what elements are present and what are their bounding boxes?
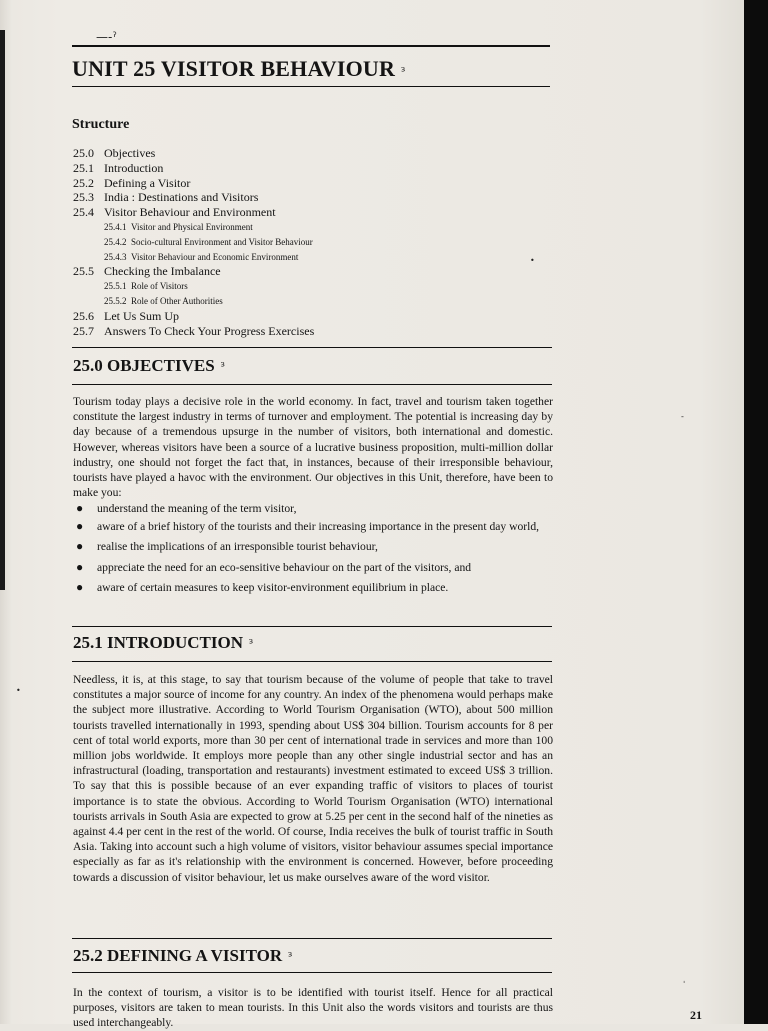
section-bottom-rule: [72, 972, 552, 973]
objectives-bullet-list: [73, 501, 555, 595]
defining-paragraph: In the context of tourism, a visitor is to be identified with tourist itself. Hence for all practical purposes, visitors are taken to mean tourists. In this Unit also the words visitors and tourists are thus used interchangeably.: [73, 986, 553, 1030]
scan-mark: •: [530, 256, 535, 265]
defining-heading: 25.2 DEFINING A VISITOR ᵌ: [73, 946, 292, 965]
list-item: ● appreciate the need for an eco-sensitive behaviour on the part of the visitors, and: [76, 559, 472, 574]
toc-subitem: 25.5.1 Role of Visitors: [104, 281, 188, 292]
objectives-heading: 25.0 OBJECTIVES ᵌ: [73, 356, 225, 375]
introduction-paragraph: Needless, it is, at this stage, to say that tourism because of the volume of people that take to travel constitutes a major source of income for any country. An index of the phenomena would perhaps make the subject more illustrative. According to World Tourism Organisation (WTO), about 500 million tourists travelled internationally in 1993, spending about US$ 304 billion. Tourism accounts for 8 per cent of total world exports, more than 30 per cent of international trade in services and more than 100 million jobs worldwide. It employs more people than any other single industrial sector and has an infrastructural (loading, transportation and restaurants) investment estimated to exceed US$ 3 trillion. To say that this is possible because of an ever expanding traffic of visitors to places of tourist importance is to state the obvious. According to World Tourism Organisation (WTO) international tourists arrivals in South Asia are expected to grow at 5.25 per cent in the second half of the nineties as against 4.4 per cent in the rest of the world. Of course, India receives the bulk of tourist traffic in South Asia. Taking into account such a high volume of visitors, visitor behaviour assumes special importance especially as far as it's relationship with the environment is concerned. However, before proceeding towards a discussion of visitor behaviour, let us make ourselves aware of the word visitor.: [73, 673, 553, 884]
tick-mark: ᵌ: [401, 63, 406, 80]
scan-mark: •: [16, 686, 21, 695]
table-of-contents: [73, 146, 673, 338]
objectives-paragraph: Tourism today plays a decisive role in the world economy. In fact, travel and tourism taken together constitute the largest industry in terms of turnover and employment. The potential is increasing day by day because of a tremendous upsurge in the number of visitors, both international and domestic. However, whereas visitors have been a source of a lucrative business proposition, multi-million dollar industry, one should not forget the fact that, in instances, because of their irresponsible behaviour, tourists have played a havoc with the environment. Our objectives in this Unit, therefore, have been to make you:: [73, 395, 553, 500]
structure-heading: Structure: [72, 117, 130, 132]
list-item: ● aware of a brief history of the tourists and their increasing importance in the present day world,: [76, 519, 540, 534]
page-number: 21: [690, 1008, 702, 1022]
title-top-rule: [72, 45, 550, 47]
toc-item: 25.6 Let Us Sum Up: [73, 308, 179, 323]
toc-item: 25.7 Answers To Check Your Progress Exercises: [73, 323, 315, 338]
scan-left-edge: [0, 30, 5, 590]
section-bottom-rule: [72, 661, 552, 662]
scan-right-edge: [744, 0, 768, 1024]
section-bottom-rule: [72, 384, 552, 385]
toc-item: 25.4 Visitor Behaviour and Environment: [73, 205, 276, 220]
bullet-icon: ●: [76, 579, 84, 594]
toc-item: 25.1 Introduction: [73, 160, 164, 175]
unit-title: UNIT 25 VISITOR BEHAVIOUR ᵌ: [72, 56, 406, 81]
scan-mark: ˌ: [683, 975, 686, 984]
section-top-rule: [72, 626, 552, 627]
introduction-heading: 25.1 INTRODUCTION ᵌ: [73, 633, 253, 652]
list-item: ● understand the meaning of the term visitor,: [76, 501, 297, 515]
toc-subitem: 25.5.2 Role of Other Authorities: [104, 295, 223, 306]
toc-item: 25.2 Defining a Visitor: [73, 175, 191, 190]
tick-mark: ᵌ: [220, 358, 225, 375]
toc-item: 25.0 Objectives: [73, 146, 156, 160]
toc-subitem: 25.4.1 Visitor and Physical Environment: [104, 221, 253, 232]
toc-subitem: 25.4.2 Socio-cultural Environment and Visitor Behaviour: [104, 236, 313, 247]
toc-subitem: 25.4.3 Visitor Behaviour and Economic Environment: [104, 251, 299, 262]
scan-mark: -: [681, 412, 684, 421]
list-item: ● aware of certain measures to keep visitor-environment equilibrium in place.: [76, 579, 449, 594]
tick-mark: ᵌ: [288, 948, 292, 965]
toc-item: 25.3 India : Destinations and Visitors: [73, 190, 259, 205]
bullet-icon: ●: [76, 559, 84, 574]
list-item: ● realise the implications of an irresponsible tourist behaviour,: [76, 539, 378, 554]
bullet-icon: ●: [76, 539, 84, 554]
title-bottom-rule: [72, 86, 550, 87]
section-top-rule: [72, 938, 552, 939]
scan-mark: —‑ˀ: [96, 30, 117, 44]
toc-item: 25.5 Checking the Imbalance: [73, 264, 221, 279]
tick-mark: ᵌ: [249, 635, 253, 652]
bullet-icon: ●: [76, 519, 84, 534]
section-top-rule: [72, 347, 552, 348]
bullet-icon: ●: [76, 501, 84, 515]
